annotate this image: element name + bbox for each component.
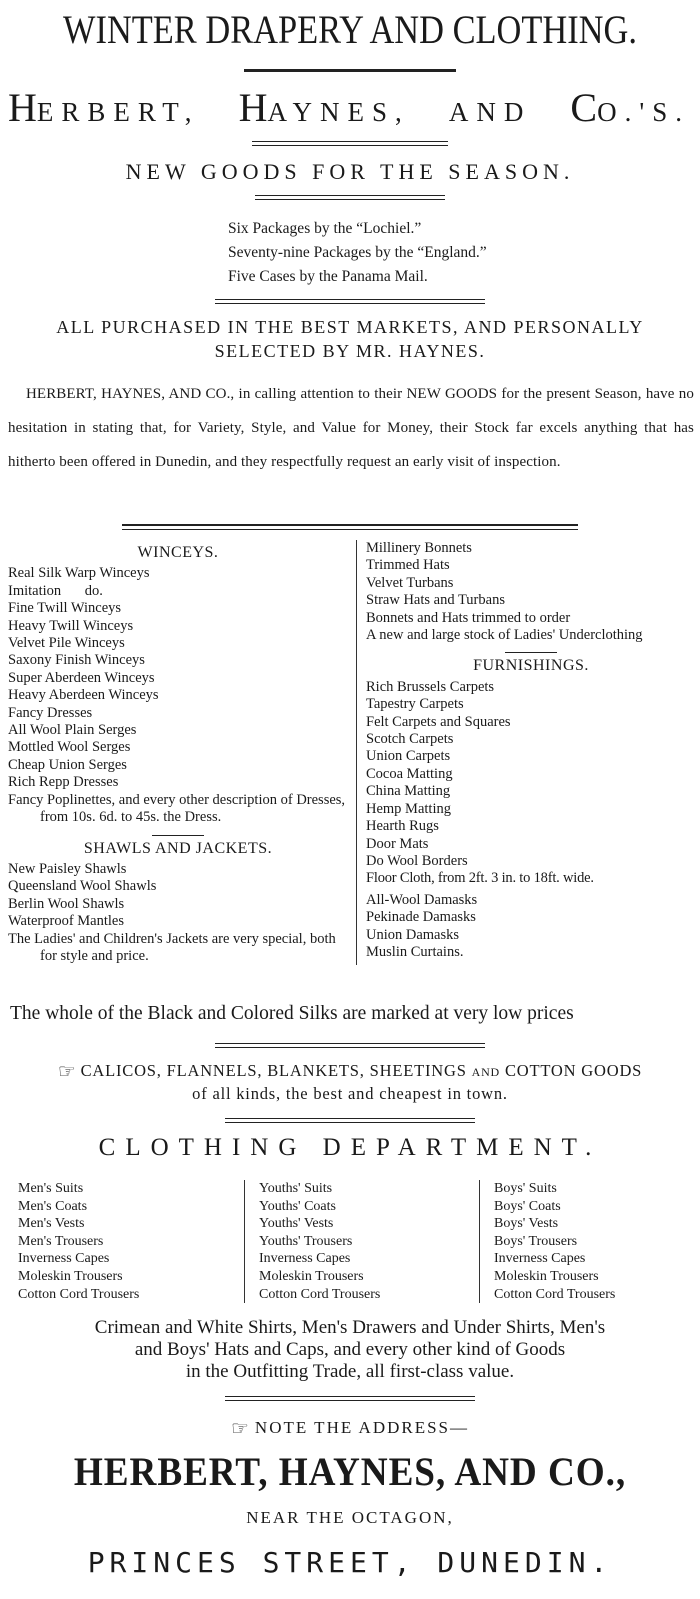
list-item: Inverness Capes — [18, 1251, 110, 1267]
firm-word-haynes: HAYNES, — [238, 85, 410, 130]
list-item: Tapestry Carpets — [366, 696, 464, 713]
list-item: Rich Brussels Carpets — [366, 678, 495, 695]
address-note: ☞ NOTE THE ADDRESS— — [230, 1418, 470, 1440]
list-item: Heavy Aberdeen Winceys — [8, 687, 159, 704]
list-item: Muslin Curtains. — [366, 943, 464, 960]
list-item: All Wool Plain Serges — [8, 722, 137, 739]
divider — [122, 529, 578, 530]
firm-name-footer: HERBERT, HAYNES, AND CO., — [73, 1449, 627, 1494]
shipment-list — [228, 217, 700, 289]
list-item: Cotton Cord Trousers — [259, 1286, 381, 1302]
divider — [225, 1118, 475, 1126]
list-item: Scotch Carpets — [366, 731, 454, 748]
clothing-heading: CLOTHING DEPARTMENT. — [98, 1134, 602, 1161]
address-near: NEAR THE OCTAGON, — [246, 1508, 454, 1527]
shipment-line: Seventy-nine Packages by the “England.” — [228, 244, 487, 261]
firm-word-herbert: HERBERT, — [8, 85, 200, 130]
right-column — [357, 540, 696, 965]
list-item: Heavy Twill Winceys — [8, 617, 134, 634]
list-item: Super Aberdeen Winceys — [8, 669, 155, 686]
list-item: New Paisley Shawls — [8, 860, 127, 877]
list-item: Hemp Matting — [366, 800, 451, 817]
divider — [215, 1043, 485, 1051]
divider — [244, 66, 456, 74]
divider — [252, 141, 448, 149]
list-item: China Matting — [366, 783, 451, 800]
list-item: Moleskin Trousers — [259, 1268, 364, 1284]
left-column — [8, 540, 357, 965]
men-column — [18, 1180, 245, 1303]
list-item: Queensland Wool Shawls — [8, 878, 157, 895]
list-item: Youths' Vests — [259, 1216, 334, 1232]
shipment-line: Five Cases by the Panama Mail. — [228, 268, 428, 285]
purchased-notice — [0, 315, 700, 363]
divider — [122, 524, 578, 526]
list-item: Union Damasks — [366, 926, 460, 943]
list-item: Do Wool Borders — [366, 852, 468, 869]
list-item: Boys' Coats — [494, 1198, 561, 1214]
list-item: Hearth Rugs — [366, 818, 439, 835]
list-item: Velvet Pile Winceys — [8, 635, 125, 652]
divider — [255, 195, 445, 203]
list-item: Millinery Bonnets — [366, 540, 472, 556]
calicos-notice — [0, 1060, 700, 1105]
list-item: Fancy Dresses — [8, 704, 93, 721]
list-item: Fancy Poplinettes, and every other description of Dresses, from 10s. 6d. to 45s. the Dress. — [8, 791, 346, 826]
list-item: Imitation do. — [8, 582, 103, 599]
list-item: A new and large stock of Ladies' Underclothing — [366, 627, 643, 644]
list-item: Waterproof Mantles — [8, 913, 124, 930]
firm-word-and: AND — [448, 97, 532, 127]
list-item: Pekinade Damasks — [366, 909, 476, 926]
divider-row — [0, 1118, 700, 1126]
outfitting-line-3: in the Outfitting Trade, all first-class value. — [185, 1361, 515, 1382]
list-item: Felt Carpets and Squares — [366, 713, 511, 730]
list-item: Cocoa Matting — [366, 765, 453, 782]
list-item: Moleskin Trousers — [494, 1268, 599, 1284]
list-item: Door Mats — [366, 835, 429, 852]
shipment-line: Six Packages by the “Lochiel.” — [228, 220, 422, 237]
list-item: Men's Suits — [18, 1181, 84, 1196]
list-item: Inverness Capes — [494, 1251, 586, 1267]
outfitting-notice — [0, 1317, 700, 1383]
list-item: Boys' Trousers — [494, 1233, 578, 1249]
divider-row — [0, 1043, 700, 1051]
list-item: Saxony Finish Winceys — [8, 652, 145, 669]
firm-name — [0, 84, 700, 131]
list-item: Velvet Turbans — [366, 574, 454, 591]
season-heading: NEW GOODS FOR THE SEASON. — [125, 159, 575, 184]
list-item: Mottled Wool Serges — [8, 739, 131, 756]
list-item: Bonnets and Hats trimmed to order — [366, 609, 571, 626]
list-item: Union Carpets — [366, 748, 451, 765]
manicule-icon: ☞ — [230, 1418, 251, 1440]
clothing-columns — [18, 1180, 688, 1303]
list-item: Men's Vests — [18, 1216, 85, 1232]
goods-columns — [8, 540, 696, 965]
address-street: PRINCES STREET, DUNEDIN. — [87, 1546, 613, 1579]
outfitting-line-1: Crimean and White Shirts, Men's Drawers and Under Shirts, Men's — [94, 1317, 606, 1338]
advert-title: WINTER DRAPERY AND CLOTHING. — [63, 7, 637, 52]
divider — [215, 299, 485, 307]
list-item: Cotton Cord Trousers — [18, 1286, 140, 1302]
divider — [225, 1396, 475, 1404]
list-item: Men's Coats — [18, 1198, 88, 1214]
list-item: Inverness Capes — [259, 1251, 351, 1267]
list-item: Boys' Suits — [494, 1181, 557, 1196]
purchased-line-1: ALL PURCHASED IN THE BEST MARKETS, AND PERSONALLY — [56, 317, 644, 337]
list-item: Berlin Wool Shawls — [8, 895, 125, 912]
list-item: Youths' Trousers — [259, 1233, 353, 1249]
furnishings-heading: FURNISHINGS. — [473, 657, 589, 675]
list-item: Trimmed Hats — [366, 557, 450, 574]
divider — [505, 652, 557, 653]
list-item: Rich Repp Dresses — [8, 774, 119, 791]
list-item: Floor Cloth, from 2ft. 3 in. to 18ft. wide. — [366, 870, 594, 887]
list-item: All-Wool Damasks — [366, 891, 478, 908]
list-item: Moleskin Trousers — [18, 1268, 123, 1284]
divider — [152, 835, 204, 836]
silks-notice: The whole of the Black and Colored Silks are marked at very low prices — [10, 1003, 574, 1024]
list-item: Fine Twill Winceys — [8, 600, 122, 617]
winceys-heading: WINCEYS. — [137, 544, 219, 561]
list-item: The Ladies' and Children's Jackets are very special, both for style and price. — [8, 930, 336, 964]
intro-paragraph: HERBERT, HAYNES, AND CO., in calling attention to their NEW GOODS for the present Season, have no hesitation in stating that, for Variety, Style, and Value for Money, their Stock far excels anything that has hitherto been offered in Dunedin, and they respectfully request an early visit of inspection. — [8, 386, 694, 470]
calicos-line-2: of all kinds, the best and cheapest in town. — [192, 1084, 508, 1103]
list-item: Cotton Cord Trousers — [494, 1286, 616, 1302]
outfitting-line-2: and Boys' Hats and Caps, and every other kind of Goods — [134, 1339, 566, 1360]
purchased-line-2: SELECTED BY MR. HAYNES. — [214, 341, 486, 361]
manicule-icon: ☞ — [57, 1061, 77, 1083]
list-item: Youths' Suits — [259, 1181, 333, 1196]
list-item: Real Silk Warp Winceys — [8, 565, 150, 582]
list-item: Boys' Vests — [494, 1216, 559, 1232]
firm-word-co: CO.'S. — [570, 85, 690, 130]
boys-column — [480, 1180, 615, 1303]
list-item: Cheap Union Serges — [8, 756, 127, 773]
list-item: Men's Trousers — [18, 1233, 104, 1249]
list-item: Straw Hats and Turbans — [366, 592, 505, 609]
calicos-line-1: ☞ CALICOS, FLANNELS, BLANKETS, SHEETINGS AND COTTON GOODS — [57, 1061, 643, 1083]
youths-column — [245, 1180, 480, 1303]
divider-row — [0, 1396, 700, 1404]
list-item: Youths' Coats — [259, 1198, 336, 1214]
shawls-heading: SHAWLS AND JACKETS. — [83, 839, 273, 857]
